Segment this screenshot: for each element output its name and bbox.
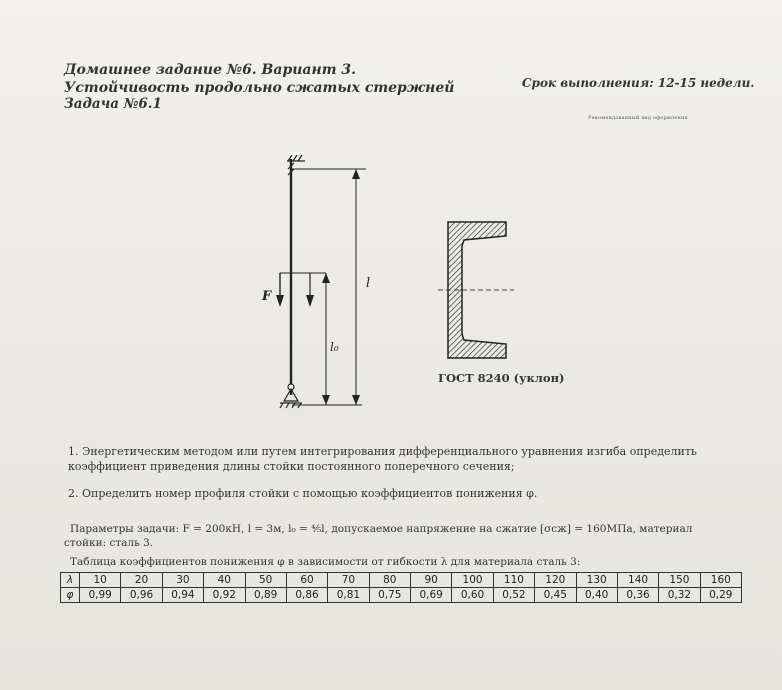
table-cell: 0,40 [576,588,617,603]
task-item-2-num: 2. [68,487,79,500]
table-cell: 150 [659,573,700,588]
sub-length-label: l₀ [330,340,339,354]
homework-title: Домашнее задание №6. Вариант 3. [64,62,357,78]
table-cell: 0,36 [617,588,658,603]
parameters-line-1: Параметры задачи: F = 200кН, l = 3м, l₀ = ⅘l, допускаемое напряжение на сжатие [σсж] = 160МПа, материал [70,523,693,535]
table-cell: 0,92 [204,588,245,603]
table-cell: 160 [700,573,741,588]
table-cell: 50 [245,573,286,588]
table-cell: 120 [535,573,576,588]
table-cell: 100 [452,573,493,588]
load-arrow-icon [306,295,314,307]
table-cell: 10 [80,573,121,588]
table-cell: 0,81 [328,588,369,603]
table-cell: 0,29 [700,588,741,603]
profile-caption: ГОСТ 8240 (уклон) [438,371,565,385]
table-cell: 30 [162,573,203,588]
phi-header: φ [61,588,80,603]
table-cell: 0,89 [245,588,286,603]
table-cell: 0,69 [411,588,452,603]
table-cell: 110 [493,573,534,588]
table-cell: 140 [617,573,658,588]
deadline-text: Срок выполнения: 12-15 недели. [522,76,755,90]
fixed-support-icon [287,155,305,175]
coefficient-table [60,572,742,603]
force-arrow-icon [276,295,284,307]
small-note: Рекомендованный вид оформления [588,115,688,121]
table-cell: 0,75 [369,588,410,603]
table-cell: 90 [411,573,452,588]
table-row-phi [61,588,742,603]
table-cell: 0,32 [659,588,700,603]
table-cell: 0,60 [452,588,493,603]
table-cell: 0,45 [535,588,576,603]
table-cell: 0,86 [286,588,327,603]
task-item-1-num: 1. [68,445,79,458]
table-cell: 70 [328,573,369,588]
task-number: Задача №6.1 [64,96,162,112]
table-cell: 0,99 [80,588,121,603]
parameters-line-2: стойки: сталь 3. [64,537,154,549]
task-item-2-text: Определить номер профиля стойки с помощью коэффициентов понижения φ. [82,487,538,500]
channel-profile-icon [436,218,516,368]
table-cell: 0,94 [162,588,203,603]
task-item-1 [68,444,758,474]
force-label: F [262,289,272,304]
table-cell: 130 [576,573,617,588]
table-cell: 20 [121,573,162,588]
table-cell: 0,96 [121,588,162,603]
table-caption: Таблица коэффициентов понижения φ в зависимости от гибкости λ для материала сталь 3: [70,556,581,568]
length-label: l [366,276,371,291]
table-row-lambda [61,573,742,588]
lambda-header: λ [61,573,80,588]
table-cell: 80 [369,573,410,588]
homework-subtitle: Устойчивость продольно сжатых стержней [64,80,455,96]
task-item-2 [68,486,758,501]
pin-support-icon [280,384,302,408]
table-cell: 60 [286,573,327,588]
table-cell: 40 [204,573,245,588]
column-drawing [258,155,378,415]
table-cell: 0,52 [493,588,534,603]
task-item-1-text: Энергетическим методом или путем интегрирования дифференциального уравнения изгиба определить коэффициент приведения длины стойки постоянного поперечного сечения; [68,445,697,473]
